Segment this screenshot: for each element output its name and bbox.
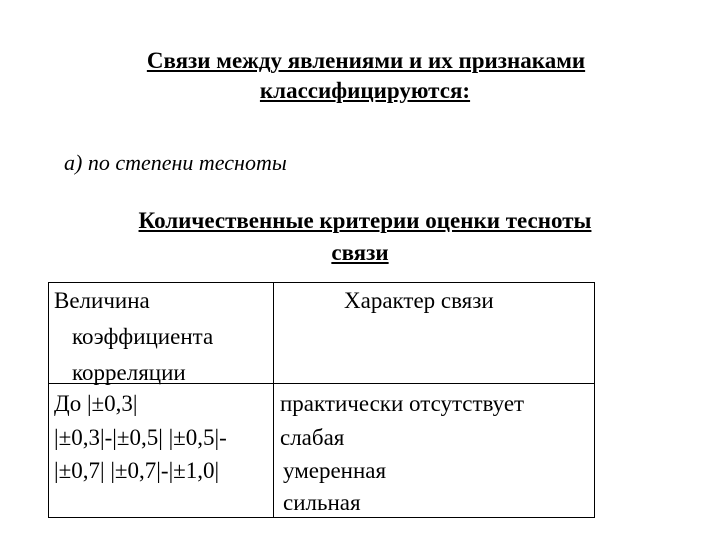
header-character: Характер связи [344, 288, 494, 313]
criteria-heading-line-2: связи [331, 240, 389, 265]
table-row-3-range: |±0,7| |±0,7|-|±1,0| [54, 458, 220, 483]
header-magnitude-line-2: коэффициента [72, 324, 214, 349]
page-title [0, 46, 720, 106]
table-row-2-character: слабая [280, 425, 345, 450]
header-magnitude [54, 283, 213, 391]
header-magnitude-line-1: Величина [54, 288, 150, 313]
header-magnitude-line-3: корреляции [72, 360, 186, 385]
table-column-divider [273, 283, 274, 517]
correlation-table [48, 282, 595, 518]
title-line-1: Связи между явлениями и их признаками [146, 48, 586, 73]
table-row-1-character: практически отсутствует [280, 391, 525, 416]
table-row-2-range: |±0,3|-|±0,5| |±0,5|- [54, 425, 227, 450]
table-row-1-range: До |±0,3| [54, 391, 138, 416]
criteria-heading [0, 205, 720, 269]
subtitle: а) по степени тесноты [64, 150, 287, 175]
table-row-3-character: умеренная [283, 458, 387, 483]
criteria-heading-line-1: Количественные критерии оценки тесноты [138, 208, 592, 233]
title-line-2: классифицируются: [259, 78, 471, 103]
table-row-4-character: сильная [283, 490, 361, 515]
